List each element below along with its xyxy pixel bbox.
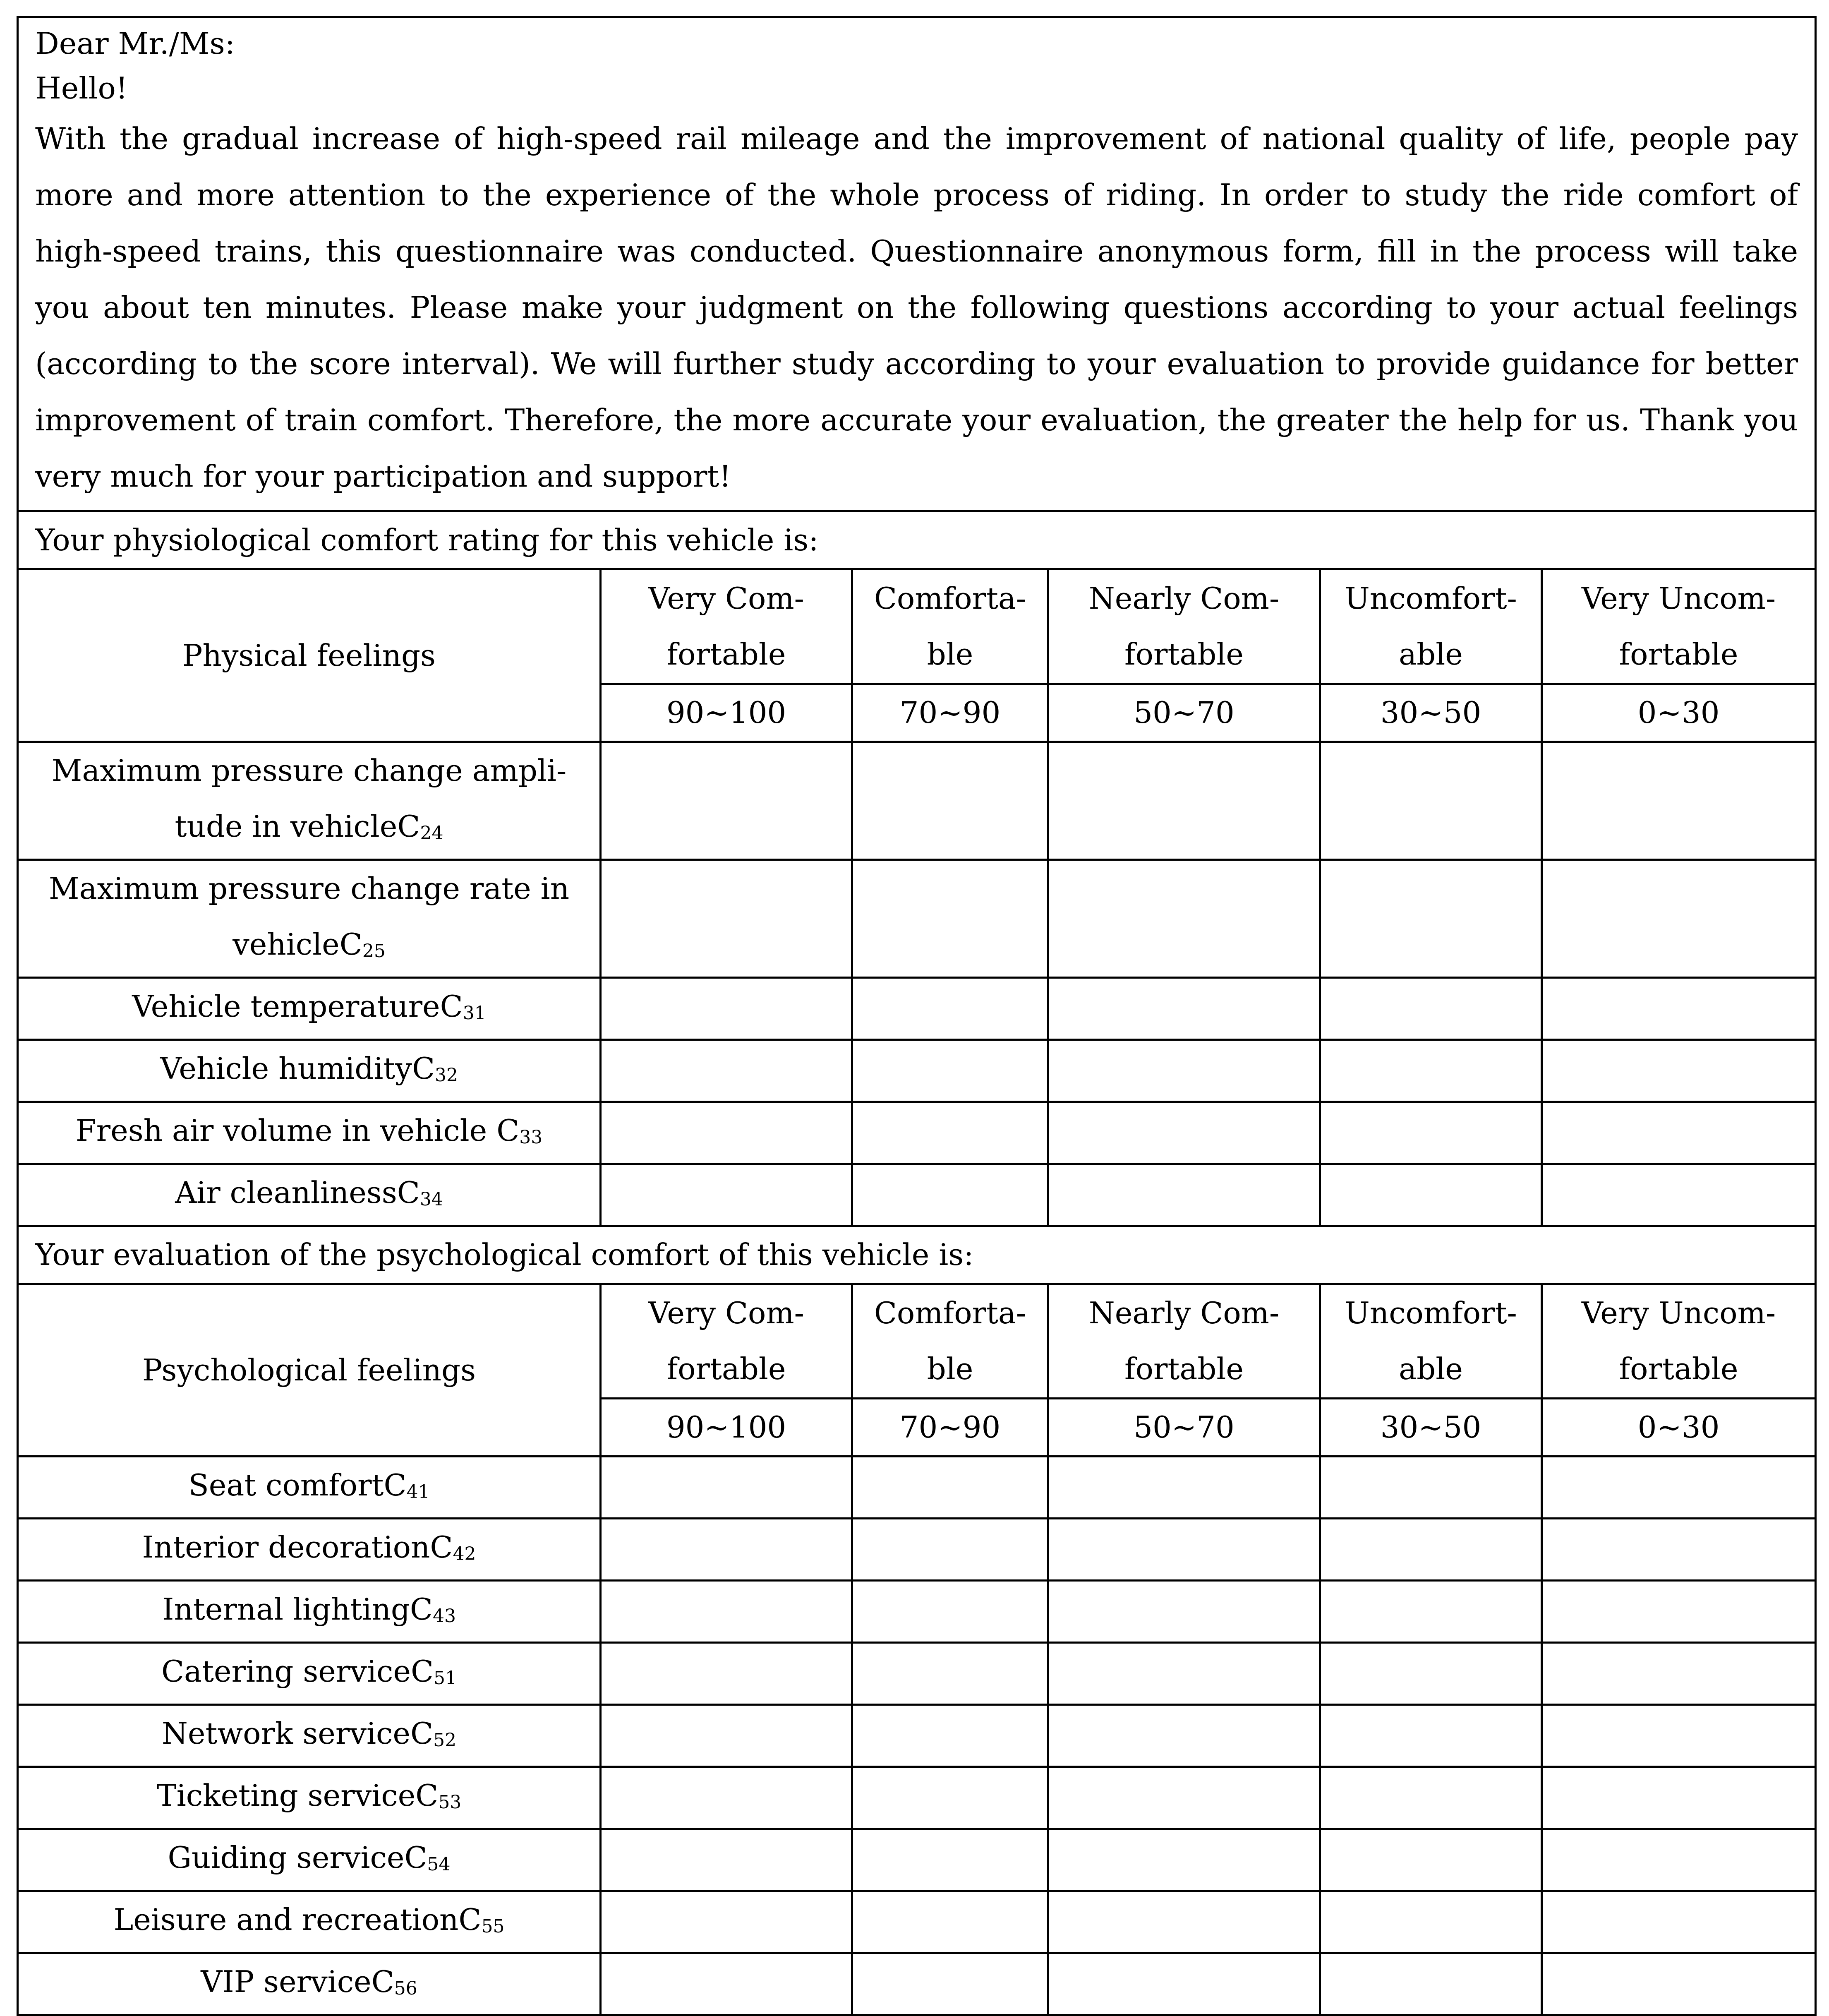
rating-cell[interactable] [601, 1829, 852, 1891]
rating-cell[interactable] [1542, 742, 1816, 860]
rating-cell[interactable] [601, 1164, 852, 1226]
option-header: Uncomfort- able [1320, 1284, 1542, 1399]
rating-cell[interactable] [1320, 1643, 1542, 1705]
rating-cell[interactable] [601, 742, 852, 860]
option-header: Uncomfort- able [1320, 569, 1542, 684]
rating-cell[interactable] [1542, 1643, 1816, 1705]
rating-cell[interactable] [1542, 1164, 1816, 1226]
score-range: 0~30 [1542, 1399, 1816, 1457]
row-label: Network serviceC$_{52}$ [18, 1705, 601, 1767]
rating-cell[interactable] [601, 1643, 852, 1705]
rating-cell[interactable] [601, 1953, 852, 2015]
rating-cell[interactable] [1048, 1102, 1320, 1164]
rating-cell[interactable] [1048, 1829, 1320, 1891]
score-range: 30~50 [1320, 1399, 1542, 1457]
table-row [18, 1829, 1816, 1891]
option-header: Nearly Com- fortable [1048, 1284, 1320, 1399]
questionnaire-table [17, 16, 1817, 2016]
rating-cell[interactable] [1542, 1767, 1816, 1829]
row-label: Maximum pressure change ampli- tude in vehicleC$_{24}$ [18, 742, 601, 860]
rating-cell[interactable] [852, 1457, 1048, 1519]
rating-cell[interactable] [852, 1705, 1048, 1767]
rating-cell[interactable] [1048, 1643, 1320, 1705]
score-range: 70~90 [852, 684, 1048, 742]
rating-cell[interactable] [1542, 1519, 1816, 1581]
rating-cell[interactable] [1320, 1519, 1542, 1581]
rating-cell[interactable] [1048, 1164, 1320, 1226]
rating-cell[interactable] [1320, 1953, 1542, 2015]
table-row [18, 1953, 1816, 2015]
rating-cell[interactable] [852, 1040, 1048, 1102]
rating-cell[interactable] [1320, 1891, 1542, 1953]
option-header: Very Com- fortable [601, 1284, 852, 1399]
rating-cell[interactable] [1320, 978, 1542, 1040]
table-row [18, 1767, 1816, 1829]
rating-cell[interactable] [1542, 1581, 1816, 1643]
table-row [18, 1891, 1816, 1953]
psychological-prompt: Your evaluation of the psychological comfort of this vehicle is: [18, 1226, 1816, 1284]
rating-cell[interactable] [852, 1102, 1048, 1164]
table-row [18, 978, 1816, 1040]
row-label: Air cleanlinessC$_{34}$ [18, 1164, 601, 1226]
option-header: Comforta- ble [852, 569, 1048, 684]
rating-cell[interactable] [601, 1705, 852, 1767]
row-label: Interior decorationC$_{42}$ [18, 1519, 601, 1581]
rating-cell[interactable] [852, 978, 1048, 1040]
intro-letter [18, 17, 1816, 511]
table-row [18, 1519, 1816, 1581]
rating-cell[interactable] [1048, 1040, 1320, 1102]
option-header: Very Com- fortable [601, 569, 852, 684]
greeting: Dear Mr./Ms: [35, 26, 235, 61]
option-header: Very Uncom- fortable [1542, 569, 1816, 684]
row-label: Ticketing serviceC$_{53}$ [18, 1767, 601, 1829]
rating-cell[interactable] [601, 1040, 852, 1102]
physiological-prompt: Your physiological comfort rating for this vehicle is: [18, 511, 1816, 569]
psychological-feelings-header: Psychological feelings [18, 1284, 601, 1457]
row-label: Seat comfortC$_{41}$ [18, 1457, 601, 1519]
rating-cell[interactable] [1048, 860, 1320, 978]
physical-feelings-header: Physical feelings [18, 569, 601, 742]
rating-cell[interactable] [1048, 1767, 1320, 1829]
option-header: Very Uncom- fortable [1542, 1284, 1816, 1399]
row-label: Vehicle humidityC$_{32}$ [18, 1040, 601, 1102]
rating-cell[interactable] [852, 1643, 1048, 1705]
rating-cell[interactable] [1542, 1102, 1816, 1164]
rating-cell[interactable] [1320, 1040, 1542, 1102]
rating-cell[interactable] [852, 1519, 1048, 1581]
rating-cell[interactable] [1320, 1457, 1542, 1519]
row-label: Maximum pressure change rate in vehicleC$_{25}$ [18, 860, 601, 978]
rating-cell[interactable] [852, 1953, 1048, 2015]
score-range: 70~90 [852, 1399, 1048, 1457]
table-row [18, 860, 1816, 978]
rating-cell[interactable] [1542, 1891, 1816, 1953]
score-range: 50~70 [1048, 684, 1320, 742]
rating-cell[interactable] [1542, 1953, 1816, 2015]
rating-cell[interactable] [1048, 1581, 1320, 1643]
rating-cell[interactable] [852, 1891, 1048, 1953]
rating-cell[interactable] [601, 1457, 852, 1519]
rating-cell[interactable] [852, 1164, 1048, 1226]
option-header: Nearly Com- fortable [1048, 569, 1320, 684]
rating-cell[interactable] [601, 978, 852, 1040]
rating-cell[interactable] [1542, 1457, 1816, 1519]
table-row [18, 742, 1816, 860]
score-range: 30~50 [1320, 684, 1542, 742]
rating-cell[interactable] [1048, 1457, 1320, 1519]
rating-cell[interactable] [601, 1581, 852, 1643]
rating-cell[interactable] [1320, 1829, 1542, 1891]
rating-cell[interactable] [852, 1581, 1048, 1643]
rating-cell[interactable] [852, 1829, 1048, 1891]
row-label: Guiding serviceC$_{54}$ [18, 1829, 601, 1891]
intro-body: With the gradual increase of high-speed rail mileage and the improvement of national quality of life, people pay more and more attention to the experience of the whole process of riding. In order to study the ride comfort of high-speed trains, this questionnaire was conducted. Questionnaire anonymous form, fill in the process will take you about ten minutes. Please make your judgment on the following questions according to your actual feelings (according to the score interval). We will further study according to your evaluation to provide guidance for better improvement of train comfort. Therefore, the more accurate your evaluation, the greater the help for us. Thank you very much for your participation and support! [35, 121, 1798, 494]
rating-cell[interactable] [1542, 860, 1816, 978]
score-range: 90~100 [601, 1399, 852, 1457]
rating-cell[interactable] [601, 1767, 852, 1829]
score-range: 50~70 [1048, 1399, 1320, 1457]
rating-cell[interactable] [1542, 1040, 1816, 1102]
rating-cell[interactable] [1320, 1705, 1542, 1767]
row-label: Internal lightingC$_{43}$ [18, 1581, 601, 1643]
row-label: Catering serviceC$_{51}$ [18, 1643, 601, 1705]
table-row [18, 1164, 1816, 1226]
rating-cell[interactable] [601, 1519, 852, 1581]
row-label: Vehicle temperatureC$_{31}$ [18, 978, 601, 1040]
rating-cell[interactable] [1320, 1102, 1542, 1164]
rating-cell[interactable] [1542, 978, 1816, 1040]
rating-cell[interactable] [1320, 1581, 1542, 1643]
row-label: Leisure and recreationC$_{55}$ [18, 1891, 601, 1953]
rating-cell[interactable] [1048, 1891, 1320, 1953]
row-label: Fresh air volume in vehicle $C_{33}$ [18, 1102, 601, 1164]
table-row [18, 1705, 1816, 1767]
table-row [18, 1102, 1816, 1164]
rating-cell[interactable] [1048, 1953, 1320, 2015]
rating-cell[interactable] [1320, 1164, 1542, 1226]
rating-cell[interactable] [1320, 1767, 1542, 1829]
table-row [18, 1457, 1816, 1519]
rating-cell[interactable] [852, 1767, 1048, 1829]
rating-cell[interactable] [1320, 860, 1542, 978]
rating-cell[interactable] [1048, 1705, 1320, 1767]
hello: Hello! [35, 71, 128, 106]
table-row [18, 1040, 1816, 1102]
rating-cell[interactable] [1048, 742, 1320, 860]
rating-cell[interactable] [1048, 978, 1320, 1040]
row-label: VIP serviceC$_{56}$ [18, 1953, 601, 2015]
option-header: Comforta- ble [852, 1284, 1048, 1399]
score-range: 0~30 [1542, 684, 1816, 742]
rating-cell[interactable] [601, 860, 852, 978]
table-row [18, 1581, 1816, 1643]
table-row [18, 1643, 1816, 1705]
rating-cell[interactable] [1048, 1519, 1320, 1581]
rating-cell[interactable] [601, 1102, 852, 1164]
rating-cell[interactable] [1320, 742, 1542, 860]
rating-cell[interactable] [601, 1891, 852, 1953]
rating-cell[interactable] [1542, 1829, 1816, 1891]
rating-cell[interactable] [852, 860, 1048, 978]
rating-cell[interactable] [852, 742, 1048, 860]
rating-cell[interactable] [1542, 1705, 1816, 1767]
score-range: 90~100 [601, 684, 852, 742]
